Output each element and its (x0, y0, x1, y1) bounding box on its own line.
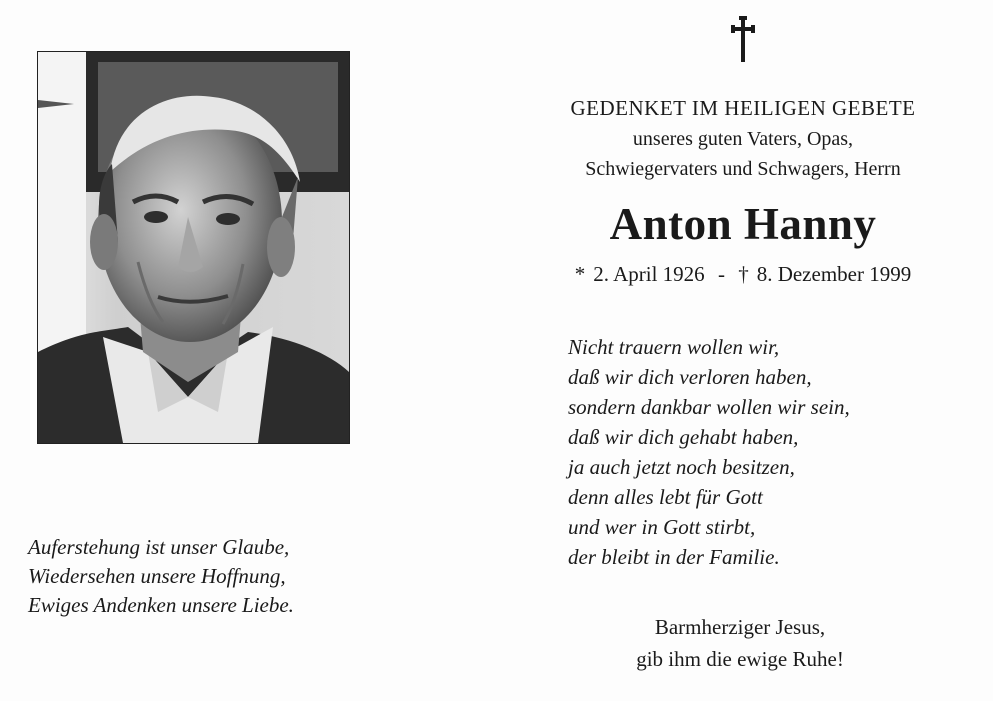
poem-line: daß wir dich gehabt haben, (568, 425, 799, 449)
birth-date: 2. April 1926 (593, 262, 705, 286)
portrait-photo (37, 51, 350, 444)
death-symbol: † (738, 262, 749, 286)
death-date: 8. Dezember 1999 (756, 262, 912, 286)
deceased-name: Anton Hanny (609, 199, 877, 249)
poem-line: Nicht trauern wollen wir, (568, 335, 780, 359)
prayer-line: gib ihm die ewige Ruhe! (636, 647, 844, 671)
left-verse (28, 533, 388, 620)
memorial-heading: GEDENKET IM HEILIGEN GEBETE (570, 96, 916, 120)
subtitle-line: unseres guten Vaters, Opas, (632, 128, 854, 150)
birth-symbol: * (574, 262, 586, 286)
poem-line: daß wir dich verloren haben, (568, 365, 812, 389)
poem-line: sondern dankbar wollen wir sein, (568, 395, 850, 419)
cross-icon (728, 14, 758, 64)
verse-line: Ewiges Andenken unsere Liebe. (28, 593, 294, 617)
closing-prayer (560, 611, 920, 675)
memorial-poem (568, 332, 968, 572)
date-separator: - (717, 262, 725, 286)
portrait-image (38, 52, 349, 443)
verse-line: Wiedersehen unsere Hoffnung, (28, 564, 286, 588)
poem-line: und wer in Gott stirbt, (568, 515, 756, 539)
poem-line: der bleibt in der Familie. (568, 545, 780, 569)
verse-line: Auferstehung ist unser Glaube, (28, 535, 290, 559)
poem-line: denn alles lebt für Gott (568, 485, 763, 509)
subtitle-line: Schwiegervaters und Schwagers, Herrn (585, 158, 901, 180)
prayer-line: Barmherziger Jesus, (654, 615, 826, 639)
life-dates (510, 262, 976, 287)
poem-line: ja auch jetzt noch besitzen, (568, 455, 795, 479)
